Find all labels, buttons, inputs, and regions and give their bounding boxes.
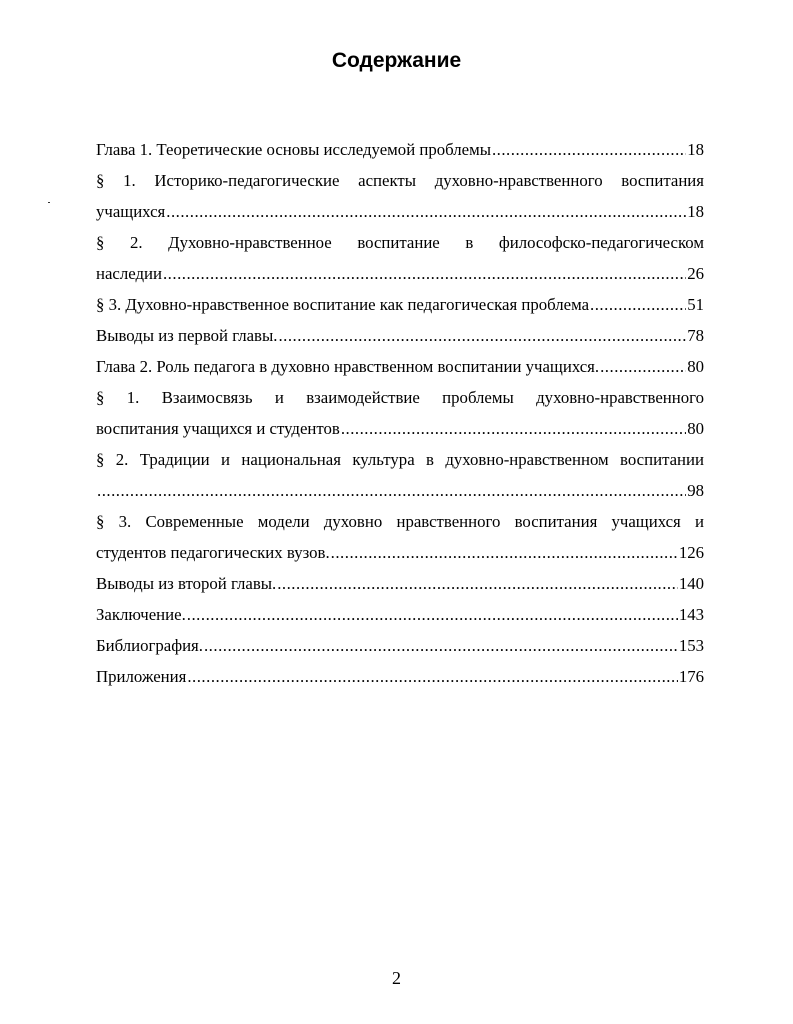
toc-entry-page: 26 xyxy=(687,264,704,283)
toc-entry-title: § 3. Духовно-нравственное воспитание как педагогическая проблема xyxy=(96,295,590,314)
toc-leader-dots xyxy=(331,537,678,568)
toc-entry-page: 80 xyxy=(687,419,704,438)
toc-entry[interactable] xyxy=(96,661,704,692)
page-title: Содержание xyxy=(331,49,462,72)
toc-entry[interactable] xyxy=(96,289,704,320)
toc-entry-title: Глава 2. Роль педагога в духовно нравственном воспитании учащихся. xyxy=(96,357,600,376)
toc-entry-title-line: § 1. Историко-педагогические аспекты духовно-нравственного воспитания xyxy=(96,171,704,190)
toc-leader-dots xyxy=(492,134,686,165)
toc-entry[interactable] xyxy=(96,227,704,289)
toc-entry-page: 98 xyxy=(687,481,704,500)
toc-entry-page: 126 xyxy=(678,543,704,562)
toc-entry-title: Глава 1. Теоретические основы исследуемой проблемы xyxy=(96,140,491,159)
toc-entry-title-line: § 2. Традиции и национальная культура в духовно-нравственном воспитании xyxy=(96,450,704,469)
toc-entry[interactable] xyxy=(96,134,704,165)
toc-entry[interactable] xyxy=(96,320,704,351)
toc-entry-page: 153 xyxy=(678,636,704,655)
toc-leader-dots xyxy=(277,568,678,599)
toc-leader-dots xyxy=(278,320,686,351)
toc-entry-page: 140 xyxy=(678,574,704,593)
toc-leader-dots xyxy=(187,661,677,692)
toc-entry-title: Библиография. xyxy=(96,636,203,655)
toc-entry[interactable] xyxy=(96,444,704,506)
toc-entry[interactable] xyxy=(96,506,704,568)
table-of-contents xyxy=(96,134,704,692)
toc-entry-title: Приложения xyxy=(96,667,187,686)
toc-leader-dots xyxy=(166,196,686,227)
toc-leader-dots xyxy=(204,630,678,661)
toc-entry-title: учащихся xyxy=(96,202,166,221)
toc-entry[interactable] xyxy=(96,599,704,630)
toc-entry-page: 18 xyxy=(687,140,704,159)
toc-entry-page: 176 xyxy=(678,667,704,686)
toc-leader-dots xyxy=(590,289,686,320)
toc-leader-dots xyxy=(600,351,686,382)
toc-entry-title-line: § 3. Современные модели духовно нравственного воспитания учащихся и xyxy=(96,512,704,531)
toc-entry-title: воспитания учащихся и студентов xyxy=(96,419,340,438)
toc-entry-page: 78 xyxy=(687,326,704,345)
toc-leader-dots xyxy=(187,599,678,630)
toc-entry[interactable] xyxy=(96,568,704,599)
toc-entry-title: студентов педагогических вузов. xyxy=(96,543,330,562)
toc-entry-page: 80 xyxy=(687,357,704,376)
toc-entry-title: Заключение. xyxy=(96,605,186,624)
toc-leader-dots xyxy=(97,475,686,506)
toc-entry-title: Выводы из второй главы. xyxy=(96,574,277,593)
toc-entry-page: 18 xyxy=(687,202,704,221)
toc-entry[interactable] xyxy=(96,351,704,382)
toc-entry[interactable] xyxy=(96,165,704,227)
scan-speck xyxy=(48,202,50,203)
toc-entry[interactable] xyxy=(96,630,704,661)
toc-entry-title: Выводы из первой главы. xyxy=(96,326,278,345)
page-number: 2 xyxy=(392,968,401,988)
toc-entry-title: наследии xyxy=(96,264,162,283)
toc-entry-title-line: § 2. Духовно-нравственное воспитание в философско-педагогическом xyxy=(96,233,704,252)
toc-entry-title-line: § 1. Взаимосвязь и взаимодействие проблемы духовно-нравственного xyxy=(96,388,704,407)
toc-leader-dots xyxy=(341,413,686,444)
toc-leader-dots xyxy=(163,258,686,289)
toc-entry[interactable] xyxy=(96,382,704,444)
toc-entry-page: 143 xyxy=(678,605,704,624)
toc-entry-page: 51 xyxy=(687,295,704,314)
